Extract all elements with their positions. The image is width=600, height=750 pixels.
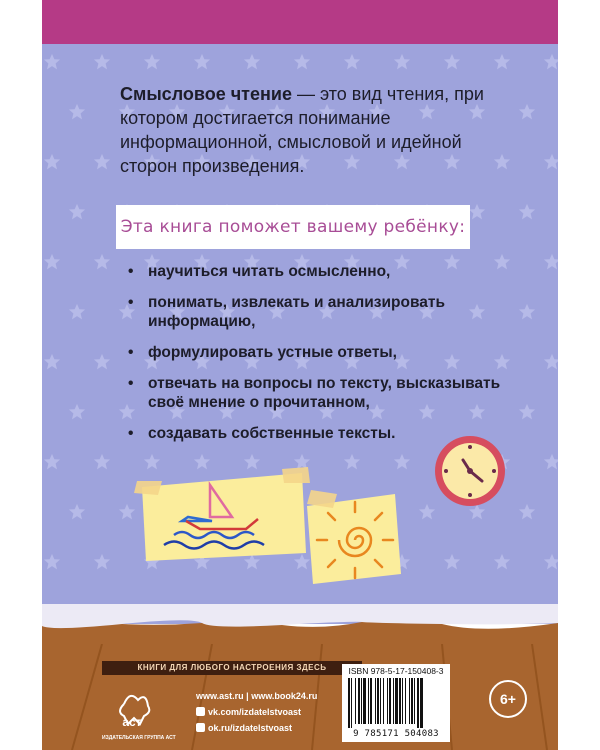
star-decoration [44,154,60,169]
ok-link-text: ok.ru/izdatelstvoast [208,723,293,733]
top-band [42,0,558,44]
star-decoration [294,54,310,69]
barcode-bar [387,678,388,724]
star-decoration [94,554,110,569]
star-decoration [144,54,160,69]
age-rating-badge: 6+ [489,680,527,718]
barcode-bar [399,678,401,724]
star-decoration [69,404,85,419]
star-decoration [469,204,485,219]
star-decoration [444,54,460,69]
site-links[interactable]: www.ast.ru | www.book24.ru [196,691,318,701]
star-decoration [69,504,85,519]
banner [116,205,470,249]
star-decoration [344,454,360,469]
barcode-bar [358,678,360,724]
barcode-bar [377,678,379,724]
star-decoration [44,254,60,269]
vk-link[interactable] [196,704,356,720]
star-decoration [44,454,60,469]
list-item: • отвечать на вопросы по тексту, высказывать своё мнение о прочитанном, [128,374,528,412]
ok-icon [196,723,205,732]
ast-logo-icon [102,682,162,730]
star-decoration [194,54,210,69]
barcode-bar [389,678,391,724]
barcode-box [342,664,450,742]
intro-term: Смысловое чтение [120,84,292,104]
star-decoration [94,54,110,69]
clock-icon [432,433,508,509]
star-decoration [544,54,558,69]
barcode-bar [414,678,415,724]
star-decoration [494,554,510,569]
star-decoration [69,104,85,119]
barcode-bar [393,678,394,724]
star-decoration [394,54,410,69]
star-decoration [94,454,110,469]
barcode-bar [348,678,350,728]
barcode-bar [355,678,356,724]
footer-links [196,688,356,736]
barcode-bar [370,678,372,724]
book-back-cover [42,0,558,750]
tagline: КНИГИ ДЛЯ ЛЮБОГО НАСТРОЕНИЯ ЗДЕСЬ [102,661,362,675]
logo-text: аст [122,715,142,729]
star-decoration [519,104,535,119]
barcode-bar [361,678,362,724]
ok-link[interactable] [196,720,356,736]
barcode-bar [411,678,413,724]
barcode-bar [405,678,406,724]
barcode-bar [420,678,423,728]
star-decoration [44,54,60,69]
barcode-bar [409,678,410,724]
star-decoration [119,504,135,519]
star-decoration [544,554,558,569]
benefit-list [128,262,528,455]
vk-link-text: vk.com/izdatelstvoast [208,707,302,717]
star-decoration [394,454,410,469]
star-decoration [544,454,558,469]
publisher-logo [102,682,176,744]
star-decoration [444,554,460,569]
floor-edge [42,604,558,644]
star-decoration [519,504,535,519]
star-decoration [44,354,60,369]
list-item: • понимать, извлекать и анализировать информацию, [128,293,528,331]
sun-drawing-icon [297,488,405,588]
barcode-bar [383,678,384,724]
barcode-icon [348,678,444,728]
banner-text: Эта книга поможет вашему ребёнку: [120,217,466,237]
star-decoration [94,354,110,369]
intro-definition: — это вид чтения, при котором достигается понимание информационной, смысловой и идейной сторон произведения. [120,84,484,176]
star-decoration [344,54,360,69]
barcode-bar [368,678,369,724]
barcode-bar [351,678,352,728]
barcode-bar [417,678,419,728]
barcode-number: 9 785171 504083 [353,729,439,739]
star-decoration [544,354,558,369]
list-item: • создавать собственные тексты. [128,424,528,443]
intro-paragraph [120,82,500,178]
star-decoration [519,204,535,219]
list-item: • научиться читать осмысленно, [128,262,528,281]
star-decoration [69,304,85,319]
star-decoration [244,54,260,69]
star-decoration [69,204,85,219]
barcode-bar [363,678,366,724]
star-decoration [494,54,510,69]
barcode-bar [380,678,381,724]
star-decoration [94,154,110,169]
vk-icon [196,707,205,716]
boat-drawing-icon [134,465,314,565]
barcode-bar [402,678,403,724]
star-decoration [544,254,558,269]
list-item: • формулировать устные ответы, [128,343,528,362]
isbn: ISBN 978-5-17-150408-3 [348,666,444,676]
star-decoration [94,254,110,269]
publisher-name: ИЗДАТЕЛЬСКАЯ ГРУППА АСТ [102,735,176,741]
star-decoration [44,554,60,569]
barcode-bar [375,678,376,724]
barcode-bar [395,678,398,724]
star-decoration [544,154,558,169]
